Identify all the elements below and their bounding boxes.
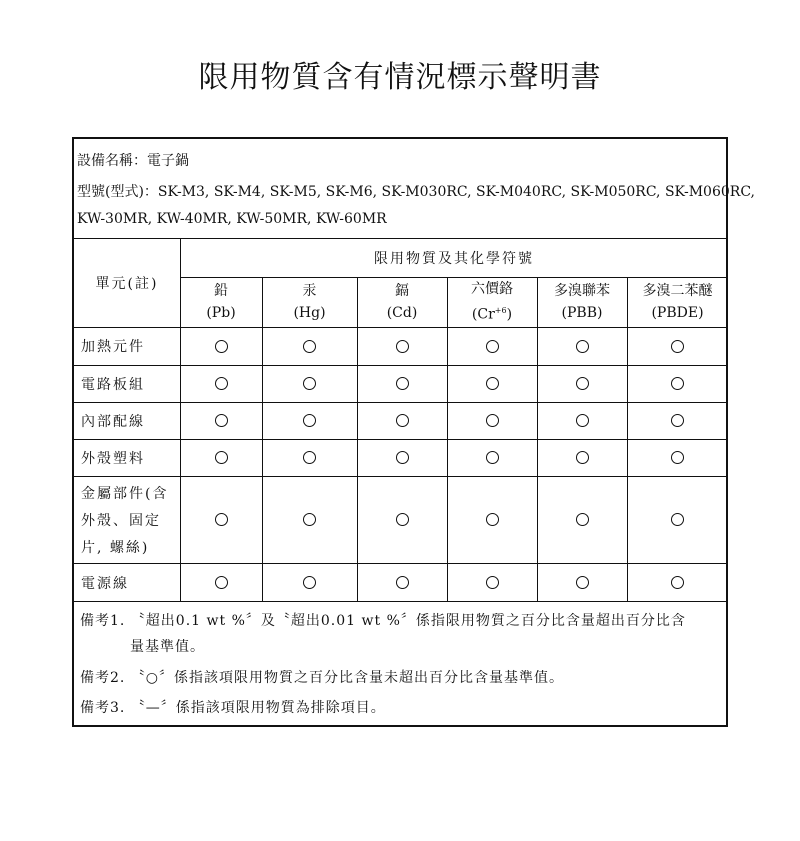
row-label-heating-element: 加熱元件 — [81, 339, 145, 355]
substance-header-hg — [262, 277, 357, 327]
table-cell — [357, 439, 447, 476]
circle-mark-icon — [303, 414, 316, 427]
table-cell — [262, 476, 357, 563]
table-cell — [627, 327, 728, 365]
circle-mark-icon — [671, 451, 684, 464]
substance-name: 鉛 — [214, 283, 228, 299]
circle-mark-icon — [671, 414, 684, 427]
table-cell — [447, 365, 537, 402]
table-cell — [357, 476, 447, 563]
table-cell — [537, 365, 627, 402]
row-label-line: 外殼、固定 — [81, 513, 161, 529]
table-cell — [627, 402, 728, 439]
substance-group-header: 限用物質及其化學符號 — [374, 250, 534, 267]
circle-mark-icon — [486, 377, 499, 390]
substance-symbol: (Hg) — [293, 305, 326, 321]
row-label-internal-wiring: 內部配線 — [81, 414, 145, 430]
circle-mark-icon — [671, 576, 684, 589]
symbol-superscript: +6 — [494, 306, 507, 316]
table-cell — [627, 439, 728, 476]
symbol-text-end: ) — [506, 306, 513, 323]
declaration-table — [72, 137, 755, 727]
model-line-2: KW-30MR, KW-40MR, KW-50MR, KW-60MR — [77, 211, 387, 227]
circle-mark-icon — [671, 513, 684, 526]
table-cell — [447, 439, 537, 476]
circle-mark-icon — [576, 451, 589, 464]
table-cell — [627, 476, 728, 563]
substance-symbol: (PBB) — [561, 305, 603, 321]
table-cell — [537, 402, 627, 439]
table-cell — [447, 476, 537, 563]
circle-mark-icon — [215, 340, 228, 353]
model-line-1: 型號(型式)：SK-M3, SK-M4, SK-M5, SK-M6, SK-M030RC, SK-M040RC, SK-M050RC, SK-M060RC, — [77, 184, 755, 200]
circle-mark-icon — [215, 451, 228, 464]
table-cell — [262, 439, 357, 476]
table-cell — [357, 402, 447, 439]
row-label-line: 金屬部件(含 — [81, 486, 169, 502]
table-cell — [180, 563, 262, 601]
table-cell — [357, 365, 447, 402]
table-cell — [180, 439, 262, 476]
table-cell — [180, 365, 262, 402]
substance-symbol: (Cd) — [386, 305, 418, 321]
circle-mark-icon — [215, 513, 228, 526]
table-cell — [447, 402, 537, 439]
substance-header-cr6 — [447, 277, 537, 327]
circle-mark-icon — [396, 414, 409, 427]
table-cell — [627, 563, 728, 601]
table-cell — [357, 563, 447, 601]
equipment-name: 設備名稱：電子鍋 — [77, 153, 189, 169]
table-cell — [447, 563, 537, 601]
table-cell — [537, 476, 627, 563]
circle-mark-icon — [671, 340, 684, 353]
note-2: 備考2. 〝○〞係指該項限用物質之百分比含量未超出百分比含量基準值。 — [80, 670, 565, 686]
substance-symbol: (Pb) — [206, 305, 236, 321]
substance-symbol: (PBDE) — [651, 305, 704, 321]
circle-mark-icon — [303, 340, 316, 353]
divider — [74, 601, 726, 602]
table-cell — [180, 327, 262, 365]
row-label-power-cord: 電源線 — [81, 576, 129, 592]
substance-name: 六價鉻 — [471, 281, 513, 298]
table-cell — [627, 365, 728, 402]
circle-mark-icon — [396, 377, 409, 390]
table-cell — [537, 563, 627, 601]
substance-header-pb — [180, 277, 262, 327]
note-1-continued: 量基準值。 — [130, 639, 205, 655]
substance-header-pbde — [627, 277, 728, 327]
substance-name: 汞 — [302, 283, 317, 299]
circle-mark-icon — [303, 377, 316, 390]
table-cell — [537, 439, 627, 476]
row-label-housing-plastic: 外殼塑料 — [81, 451, 145, 467]
table-cell — [262, 563, 357, 601]
substance-name: 多溴聯苯 — [554, 283, 610, 299]
circle-mark-icon — [576, 340, 589, 353]
substance-header-cd — [357, 277, 447, 327]
circle-mark-icon — [576, 576, 589, 589]
substance-name: 鎘 — [394, 283, 409, 299]
circle-mark-icon — [303, 451, 316, 464]
row-label-circuit-board: 電路板組 — [81, 377, 145, 393]
circle-mark-icon — [396, 576, 409, 589]
table-cell — [262, 327, 357, 365]
circle-mark-icon — [215, 576, 228, 589]
circle-mark-icon — [396, 451, 409, 464]
table-cell — [262, 365, 357, 402]
circle-mark-icon — [576, 377, 589, 390]
note-3: 備考3. 〝—〞係指該項限用物質為排除項目。 — [80, 700, 386, 716]
unit-header: 單元(註) — [95, 275, 159, 292]
substance-symbol — [471, 300, 513, 326]
circle-mark-icon — [486, 576, 499, 589]
circle-mark-icon — [396, 340, 409, 353]
substance-header-pbb — [537, 277, 627, 327]
symbol-text: (Cr — [471, 306, 495, 323]
substance-name: 多溴二苯醚 — [642, 283, 713, 299]
table-cell — [537, 327, 627, 365]
table-cell — [262, 402, 357, 439]
circle-mark-icon — [303, 576, 316, 589]
circle-mark-icon — [671, 377, 684, 390]
circle-mark-icon — [215, 377, 228, 390]
circle-mark-icon — [576, 414, 589, 427]
circle-mark-icon — [486, 414, 499, 427]
circle-mark-icon — [486, 451, 499, 464]
circle-mark-icon — [215, 414, 228, 427]
table-cell — [180, 476, 262, 563]
row-label-metal-parts — [81, 481, 168, 562]
row-label-line: 片, 螺絲) — [81, 540, 150, 556]
table-cell — [447, 327, 537, 365]
note-1: 備考1. 〝超出0.1 wt %〞及〝超出0.01 wt %〞係指限用物質之百分比含量超出百分比含 — [80, 613, 686, 629]
circle-mark-icon — [396, 513, 409, 526]
circle-mark-icon — [486, 340, 499, 353]
circle-mark-icon — [303, 513, 316, 526]
table-cell — [357, 327, 447, 365]
circle-mark-icon — [576, 513, 589, 526]
page-title: 限用物質含有情況標示聲明書 — [198, 60, 602, 95]
circle-mark-icon — [486, 513, 499, 526]
table-cell — [180, 402, 262, 439]
